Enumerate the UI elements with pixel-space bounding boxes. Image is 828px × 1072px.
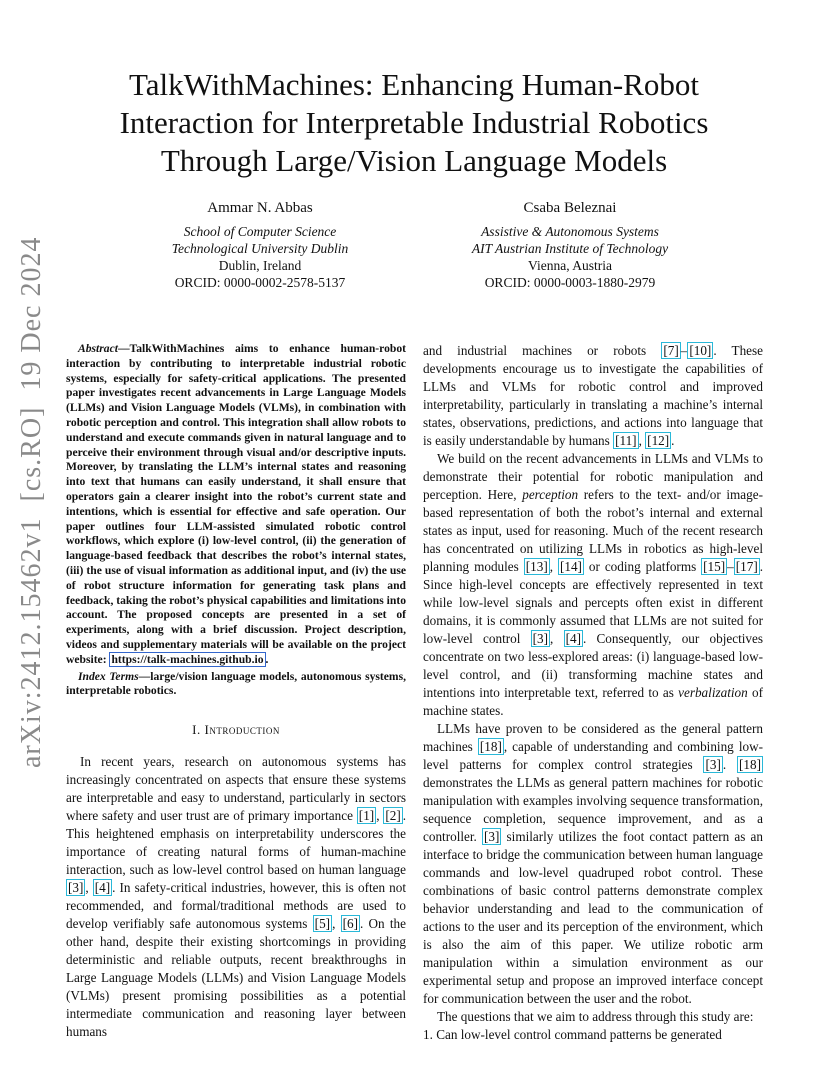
citation-link[interactable]: [6]: [342, 916, 358, 932]
section-heading-introduction: I. Introduction: [192, 722, 280, 738]
arxiv-category: [cs.RO]: [16, 406, 47, 502]
text-run: , capable of understanding and combining low-level patterns for complex control strategies: [423, 739, 763, 772]
author-block-1: [110, 200, 410, 291]
intro-question-1: 1. Can low-level control command patterns be generated: [423, 1027, 722, 1042]
author-orcid: ORCID: 0000-0003-1880-2979: [484, 275, 656, 290]
text-run: ,: [376, 808, 384, 824]
author-name: Ammar N. Abbas: [207, 200, 313, 216]
citation-link[interactable]: [3]: [705, 757, 721, 772]
citation-link[interactable]: [13]: [525, 559, 548, 574]
abstract-end: .: [265, 652, 269, 666]
intro-paragraph-4: The questions that we aim to address through this study are:: [437, 1009, 754, 1024]
text-run: . This heightened emphasis on interpretability underscores the importance of creating natural forms of human-machine interaction, such as low-level control based on human language: [66, 808, 407, 878]
text-run: . On the other hand, despite their existing shortcomings in providing deterministic and reliable outputs, recent breakthroughs in Large Language Models (LLMs) and Vision Language Models (VLMs) present promising possibilities as a potential intermediate communication and reasoning layer between humans: [66, 916, 407, 1040]
index-terms-text: —large/vision language models, autonomous systems, interpretable robotics.: [66, 669, 406, 698]
citation-link[interactable]: [7]: [663, 343, 679, 358]
emphasis-text: perception: [522, 487, 579, 502]
abstract: [66, 342, 406, 668]
text-run: .: [671, 433, 675, 448]
text-run: We build on the recent advancements in LLMs and VLMs to demonstrate their potential for robotic manipulation and perception. Here,: [423, 451, 763, 502]
citation-link[interactable]: [5]: [314, 916, 331, 932]
author-location: Dublin, Ireland: [218, 258, 302, 273]
citation-link[interactable]: [10]: [689, 343, 712, 358]
text-run: ,: [638, 433, 646, 448]
intro-paragraph-3: [423, 720, 763, 1008]
text-run: . Since high-level concepts are effectively represented in text while low-level signals and percepts often exist in different domains, it is commonly assumed that LLMs are not suited for low-level control: [423, 559, 764, 646]
abstract-lead: Abstract: [78, 342, 118, 355]
citation-link[interactable]: [3]: [532, 631, 549, 646]
citation-link[interactable]: [12]: [647, 433, 670, 448]
text-run: In recent years, research on autonomous systems has increasingly concentrated on aspects that ensure these systems are interpretable and easy to understand, particularly in sectors where safety and user trust are of primary importance: [66, 754, 406, 824]
intro-paragraph-1: [66, 753, 406, 1041]
author-name: Csaba Beleznai: [523, 200, 617, 216]
text-run: or coding platforms: [583, 559, 702, 574]
text-run: ,: [549, 559, 558, 574]
author-institution: AIT Austrian Institute of Technology: [471, 241, 669, 256]
citation-link[interactable]: [17]: [735, 559, 758, 574]
citation-link[interactable]: [3]: [483, 829, 500, 844]
citation-link[interactable]: [3]: [68, 880, 84, 896]
citation-link[interactable]: [4]: [565, 631, 581, 646]
project-website-link[interactable]: https://talk-machines.github.io: [111, 652, 264, 666]
citation-link[interactable]: [1]: [358, 808, 375, 824]
index-terms: [66, 670, 406, 700]
citation-link[interactable]: [15]: [703, 559, 726, 574]
text-run: LLMs have proven to be considered as the general pattern machines: [423, 721, 763, 754]
arxiv-date: 19 Dec 2024: [16, 236, 47, 391]
index-terms-lead: Index Terms: [78, 669, 139, 683]
abstract-text: —TalkWithMachines aims to enhance human-robot interaction by contributing to interpretable industrial robotic systems, especially for safety-critical applications. The presented paper investigates recent advancements in Large Language Models (LLMs) and Vision Language Models (VLMs), in combination with robotic perception and control. This integration shall allow robots to understand and execute commands given in natural language and to perceive their environment through visual and/or descriptive inputs. Moreover, by translating the LLM’s internal states and reasoning into text that humans can easily understand, it shall ensure that operators gain a clearer insight into the robot’s current state and intentions, which is essential for effective and safe operation. Our paper outlines four LLM-assisted simulated robotic control workflows, which explore (i) low-level control, (ii) the generation of language-based feedback that describes the robot’s internal states, (iii) the use of visual information as additional input, and (iv) the use of robot structure information for generating task plans and feedback, taking the robot’s physical capabilities and limitations into account. The proposed concepts are presented in a set of experiments, along with a brief discussion. Project description, videos and supplementary materials will be available on the project website:: [66, 342, 406, 666]
author-school: Assistive & Autonomous Systems: [481, 224, 659, 239]
arxiv-sidebar-stamp: [16, 236, 60, 768]
intro-paragraph-1-continued: [423, 342, 763, 450]
text-run: ,: [332, 916, 341, 932]
author-school: School of Computer Science: [183, 224, 337, 239]
text-run: ,: [550, 631, 564, 646]
text-run: –: [680, 343, 688, 358]
citation-link[interactable]: [4]: [94, 880, 111, 896]
text-run: and industrial machines or robots: [423, 343, 662, 358]
citation-link[interactable]: [2]: [385, 808, 401, 824]
text-run: similarly utilizes the foot contact pattern as an interface to bridge the communication between human language commands and low-level quadruped robot control. These combinations of basic control patterns demonstrate complex behavior understanding and lead to the communication of actions to the user and its perception of the environment, which is also the aim of this paper. We utilize robotic arm manipulation within a simulation environment as our experimental setup and propose an improved interface concept for communication between the user and the robot.: [423, 829, 763, 1006]
emphasis-text: verbalization: [678, 685, 748, 700]
citation-link[interactable]: [14]: [559, 559, 582, 574]
intro-paragraph-2: [423, 450, 763, 720]
citation-link[interactable]: [11]: [615, 433, 637, 448]
left-column: [66, 342, 406, 1041]
text-run: . In safety-critical industries, however, this is often not recommended, and formal/traditional methods are used to develop verifiably safe autonomous systems: [66, 880, 406, 932]
author-block-2: [420, 200, 720, 291]
author-location: Vienna, Austria: [528, 258, 612, 273]
author-orcid: ORCID: 0000-0002-2578-5137: [174, 275, 346, 290]
text-run: . These developments encourage us to investigate the capabilities of LLMs and VLMs for robotic control and improved interpretability, particularly in translating a machine’s internal states, observations, predictions, and actions into language that is easily understandable by humans: [423, 343, 764, 448]
text-run: refers to the text- and/or image-based representation of both the robot’s internal and external states as input, used for reasoning. Much of the recent research has concentrated on utilizing LLMs in robotics as high-level planning modules: [423, 487, 763, 574]
text-run: . Consequently, our objectives concentrate on two less-explored areas: (i) language-based low-level control, and (ii) transforming machine states and intentions into interpretable text, referred to as: [423, 631, 764, 700]
paper-title: TalkWithMachines: Enhancing Human-Robot Interaction for Interpretable Industrial Robotics Through Large/Vision Language Models: [119, 67, 709, 178]
arxiv-id: arXiv:2412.15462v1: [16, 517, 47, 768]
text-run: ,: [85, 880, 93, 896]
text-run: of machine states.: [423, 685, 763, 718]
citation-link[interactable]: [18]: [739, 757, 761, 772]
right-column: [423, 342, 763, 1044]
text-run: demonstrates the LLMs as general pattern machines for robotic manipulation with examples involving sequence transformation, sequence completion, sequence improvement, and as a controller.: [423, 775, 763, 844]
author-institution: Technological University Dublin: [171, 241, 349, 256]
text-run: .: [722, 757, 738, 772]
citation-link[interactable]: [18]: [479, 739, 502, 754]
text-run: –: [727, 559, 734, 574]
